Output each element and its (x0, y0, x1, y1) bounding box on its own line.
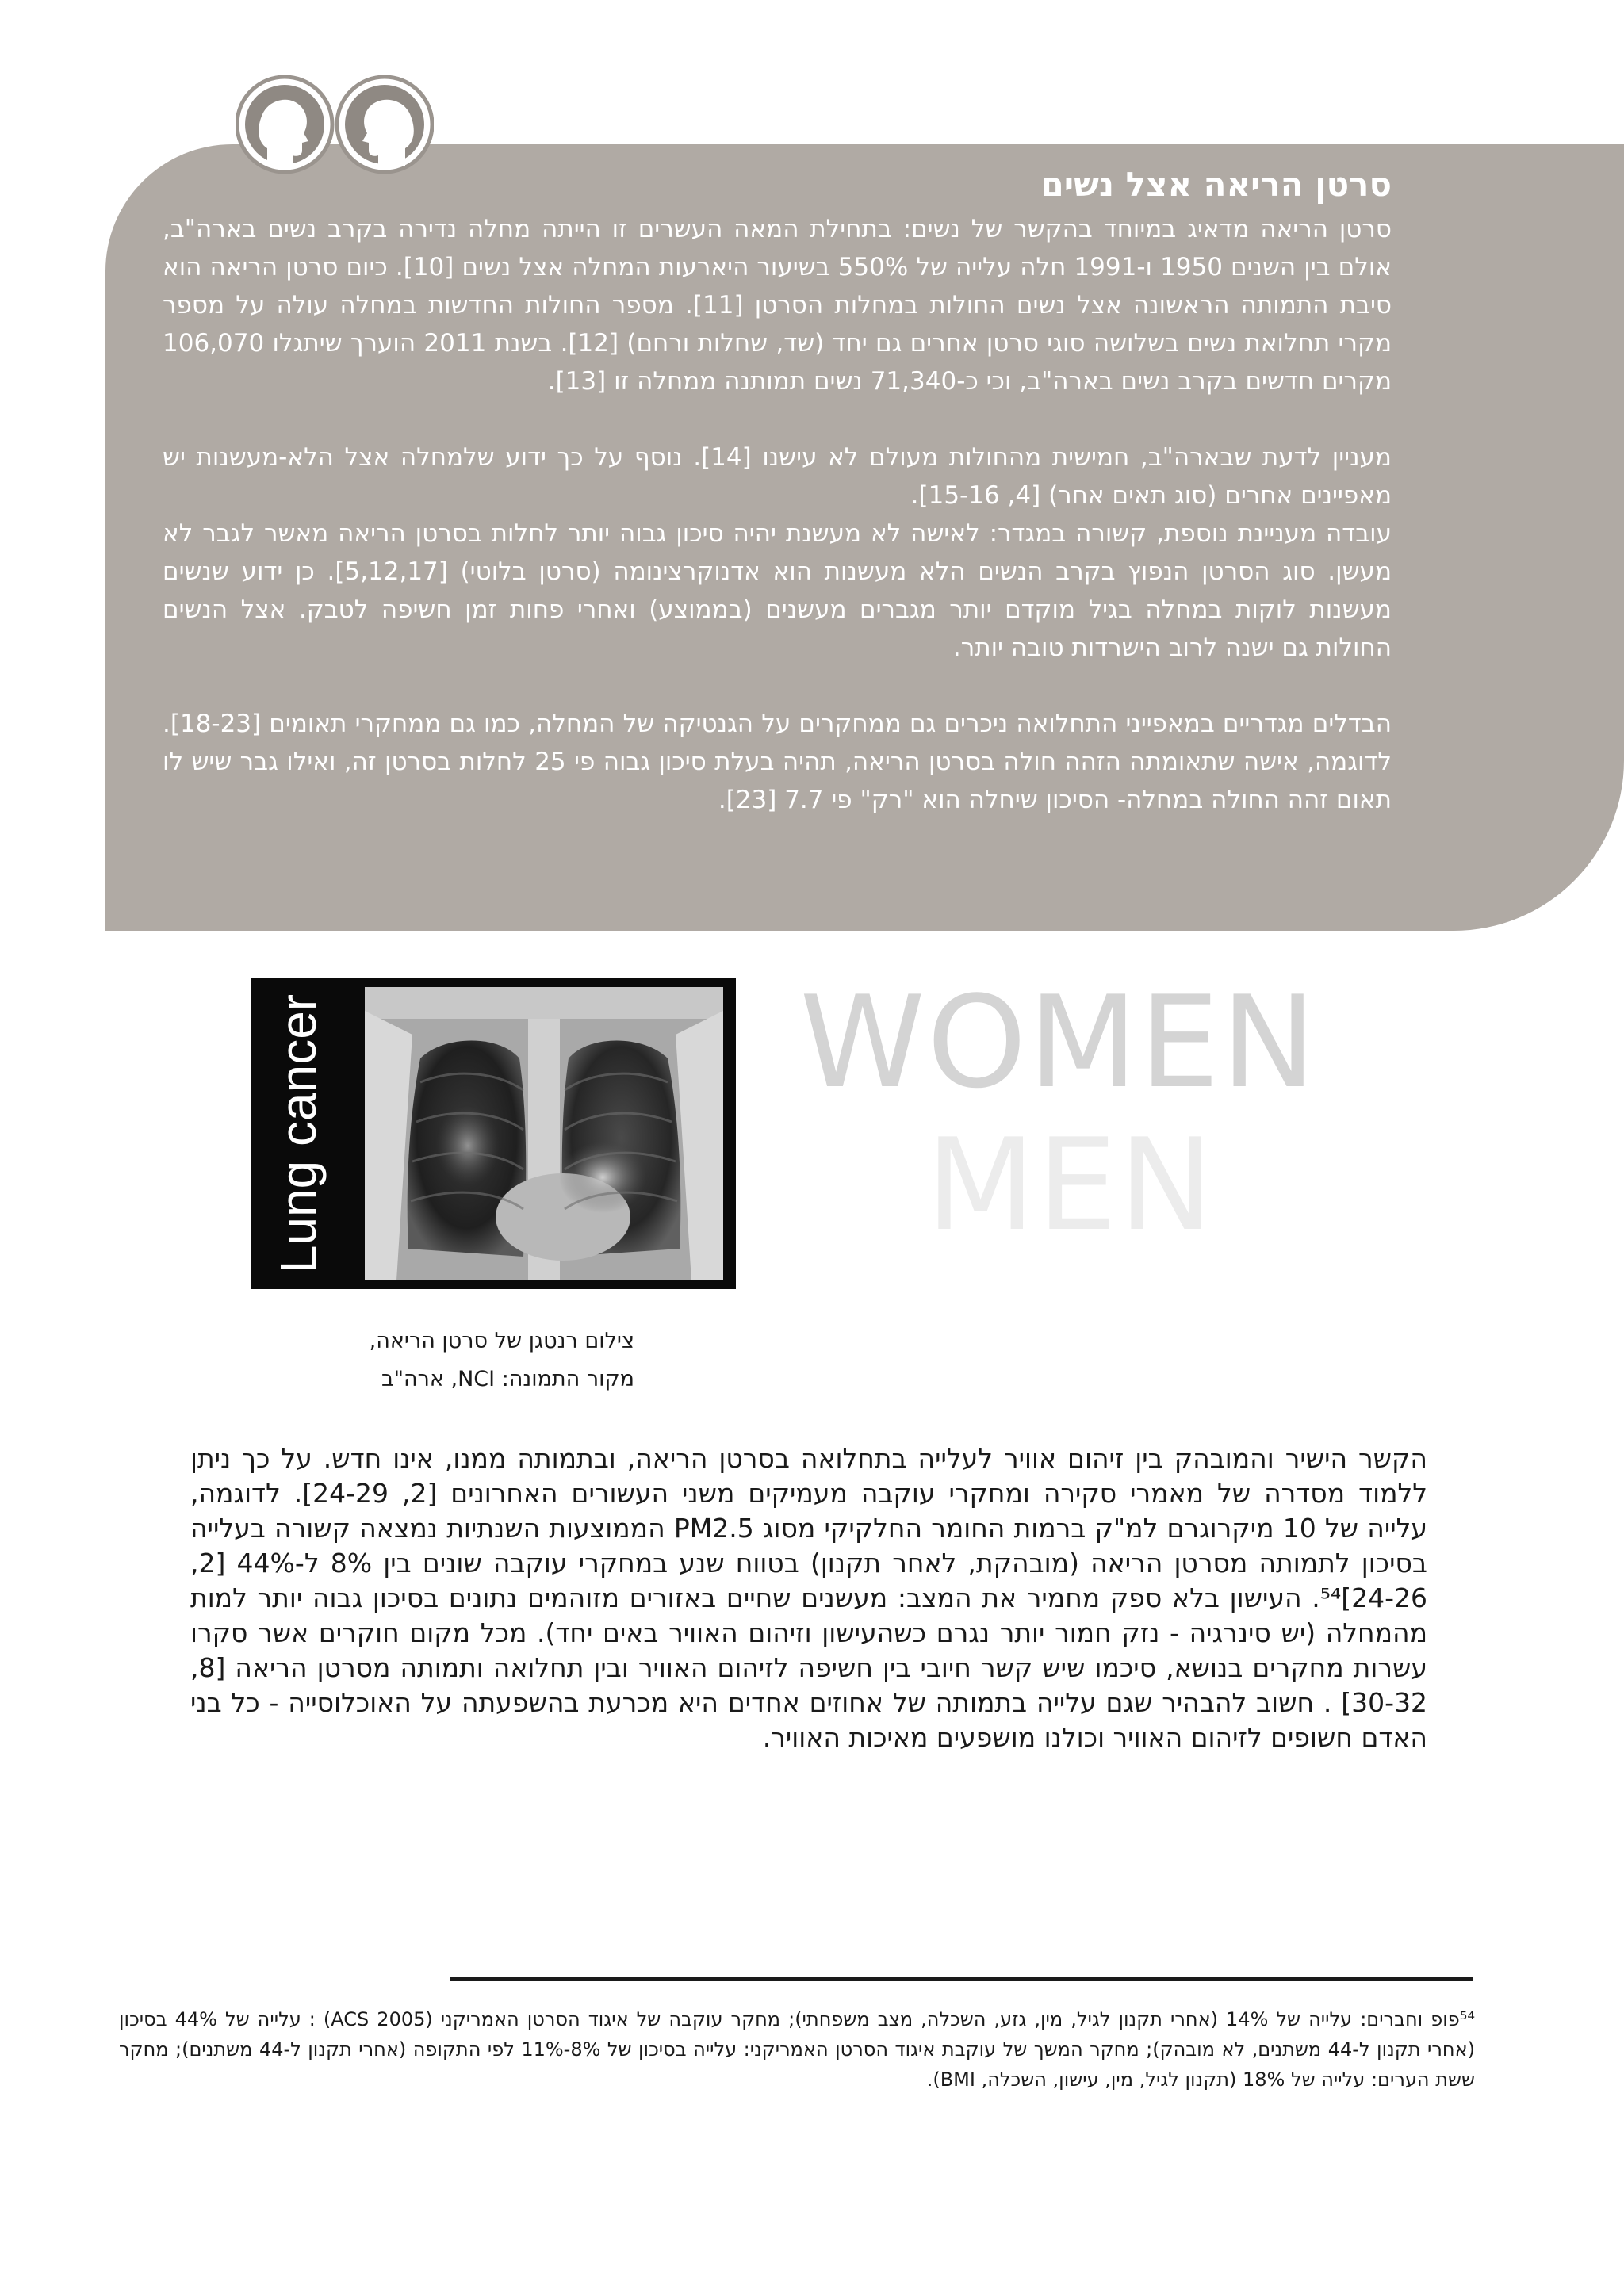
footnote-text: ⁵⁴פופ וחברים: עלייה של 14% (אחרי תקנון לגיל, מין, גזע, השכלה, מצב משפחתי); מחקר עוקבה של איגוד הסרטן האמריקני (ACS 2005) : עלייה של 44% בסיכון (אחרי תקנון ל-44 משתנים, לא מובהק); מחקר המשך של עוקבת איגוד הסרטן האמריקני: עלייה בסיכון של 8%-11% לפי התקופה (אחרי תקנון ל-44 משתנים); מחקר ששת הערים: עלייה של 18% (תקנון לגיל, מין, עישון, השכלה, BMI). (119, 2008, 1476, 2091)
box-paragraph: סרטן הריאה מדאיג במיוחד בהקשר של נשים: בתחילת המאה העשרים זו הייתה מחלה נדירה בקרב נשים בארה"ב, אולם בין השנים 1950 ו-1991 חלה עלייה של 550% בשיעור היארעות המחלה אצל נשים [10]. כיום סרטן הריאה הוא סיבת התמותה הראשונה אצל נשים החולות במחלות הסרטן [11]. מספר החולות החדשות במחלה עולה על מספר מקרי תחלואת נשים בשלושה סוגי סרטן אחרים גם יחד (שד, שחלות ורחם) [12]. בשנת 2011 הוערך שיתגלו 106,070 מקרים חדשים בקרב נשים בארה"ב, וכי כ-71,340 נשים תמותנה ממחלה זו [13]. (163, 215, 1392, 396)
caption-line: מקור התמונה: NCI, ארה"ב (381, 1367, 634, 1391)
men-word: MEN (925, 1111, 1216, 1259)
box-paragraph: הבדלים מגדריים במאפייני התחלואה ניכרים גם ממחקרים על הגנטיקה של המחלה, כמו גם ממחקרי תאומים [18-23]. לדוגמה, אישה שתאומתה הזהה חולה בסרטן הריאה, תהיה בעלת סיכון גבוה פי 25 לחלות בסרטן זה, ואילו גבר שיש לו תאום זהה החולה במחלה- הסיכון שיחלה הוא "רק" פי 7.7 [23]. (163, 710, 1392, 814)
women-word: WOMEN (799, 968, 1318, 1116)
lung-cancer-label (251, 978, 346, 1289)
body-paragraph: הקשר הישיר והמובהק בין זיהום אוויר לעלייה בתחלואה בסרטן הריאה, ובתמותה ממנו, אינו חדש. על כך ניתן ללמוד מסדרה של מאמרי סקירה ומחקרי עוקבה מעמיקים משני העשורים האחרונים [2, 24-29]. לדוגמה, עלייה של 10 מיקרוגרם למ"ק ברמות החומר החלקיקי מסוג PM2.5 הממוצעות השנתיות נמצאה קשורה בעלייה בסיכון לתמותה מסרטן הריאה (מובהקת, לאחר תקנון) בטווח שנע במחקרי עוקבה שונים בין 8% ל-44% [2, 24-26]⁵⁴. העישון בלא ספק מחמיר את המצב: מעשנים שחיים באזורים מזוהמים נתונים בסיכון גבוה יותר למות מהמחלה (יש סינרגיה - נזק חמור יותר נגרם כשהעישון וזיהום האוויר באים יחד). מכל מקום חוקרים אשר סקרו עשרות מחקרים בנושא, סיכמו שיש קשר חיובי בין חשיפה לזיהום האוויר ובין תחלואה ותמותה מסרטן הריאה [8, 30-32] . חשוב להבהיר שגם עלייה בתמותה של אחוזים אחדים היא מכרעת בהשפעתה על האוכלוסייה - כל בני האדם חשופים לזיהום האוויר וכולנו מושפעים מאיכות האוויר. (190, 1443, 1428, 1753)
body-text (190, 1441, 1427, 1755)
footnote (119, 2004, 1475, 2095)
box-paragraph: מעניין לדעת שבארה"ב, חמישית מהחולות מעולם לא עישנו [14]. נוסף על כך ידוע שלמחלה אצל הלא-מעשנות יש מאפיינים אחרים (סוג תאים אחר) [4, 15-16]. (163, 443, 1392, 510)
two-heads-icon (236, 73, 434, 176)
footnote-divider (450, 1977, 1473, 1981)
box-text (163, 163, 1392, 876)
chest-xray-image (365, 987, 723, 1280)
box-title: סרטן הריאה אצל נשים (1040, 165, 1392, 204)
lung-cancer-label-text: Lung cancer (270, 993, 327, 1273)
box-paragraph: עובדה מעניינת נוספת, קשורה במגדר: לאישה לא מעשנת יהיה סיכון גבוה יותר לחלות בסרטן הריאה מאשר לגבר לא מעשן. סוג הסרטן הנפוץ בקרב הנשים הלא מעשנות הוא אדנוקרצינומה (סרטן בלוטי) [5,12,17]. כן ידוע שנשים מעשנות לוקות במחלה בגיל מוקדם יותר מגברים מעשנים (בממוצע) ואחרי פחות זמן חשיפה לטבק. אצל הנשים החולות גם ישנה לרוב הישרדות טובה יותר. (163, 519, 1392, 662)
caption-line: צילום רנטגן של סרטן הריאה, (369, 1329, 634, 1353)
figure-caption (309, 1322, 634, 1399)
